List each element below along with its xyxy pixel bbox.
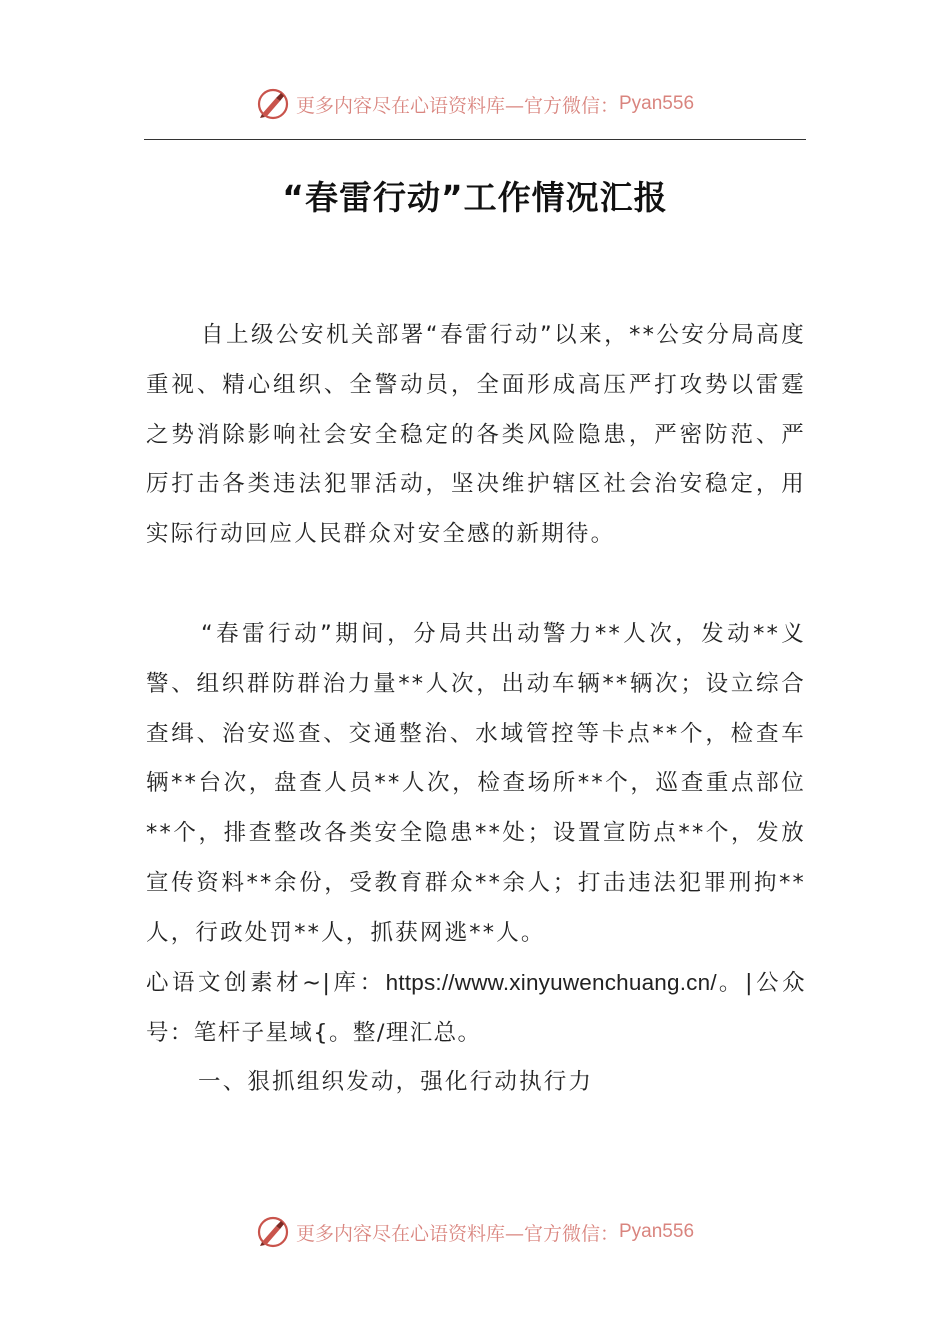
pen-logo-icon [256, 87, 290, 121]
paragraph-intro: 自上级公安机关部署“春雷行动”以来，**公安分局高度重视、精心组织、全警动员，全面形成高压严打攻势以雷霆之势消除影响社会安全稳定的各类风险隐患，严密防范、严厉打击各类违法犯罪活动，坚决维护辖区社会治安稳定，用实际行动回应人民群众对安全感的新期待。 [146, 322, 806, 548]
banner-account: Pyan556 [619, 93, 695, 114]
document-title: “春雷行动”工作情况汇报 [282, 178, 668, 217]
section-heading: 一、狠抓组织发动，强化行动执行力 [198, 1069, 594, 1095]
footer-banner [0, 1212, 950, 1252]
source-note-suffix: 。|公众号：笔杆子星域{。整/理汇总。 [146, 970, 806, 1046]
source-note [146, 958, 806, 1059]
pen-logo-icon [256, 1215, 290, 1249]
footer-banner-text: 更多内容尽在心语资料库—官方微信： [295, 1222, 619, 1245]
paragraph-statistics: “春雷行动”期间，分局共出动警力**人次，发动**义警、组织群防群治力量**人次，出动车辆**辆次；设立综合查缉、治安巡查、交通整治、水域管控等卡点**个，检查车辆**台次，盘查人员**人次，检查场所**个，巡查重点部位**个，排查整改各类安全隐患**处；设置宣防点**个，发放宣传资料**余份，受教育群众**余人；打击违法犯罪刑拘**人，行政处罚**人，抓获网逃**人。 [146, 621, 806, 946]
footer-banner-account: Pyan556 [619, 1221, 695, 1242]
header-banner [0, 84, 950, 124]
source-note-prefix: 心语文创素材~|库： [146, 970, 386, 996]
banner-text: 更多内容尽在心语资料库—官方微信： [295, 94, 619, 117]
source-note-url[interactable]: https://www.xinyuwenchuang.cn/ [385, 970, 717, 995]
header-divider [144, 139, 806, 140]
